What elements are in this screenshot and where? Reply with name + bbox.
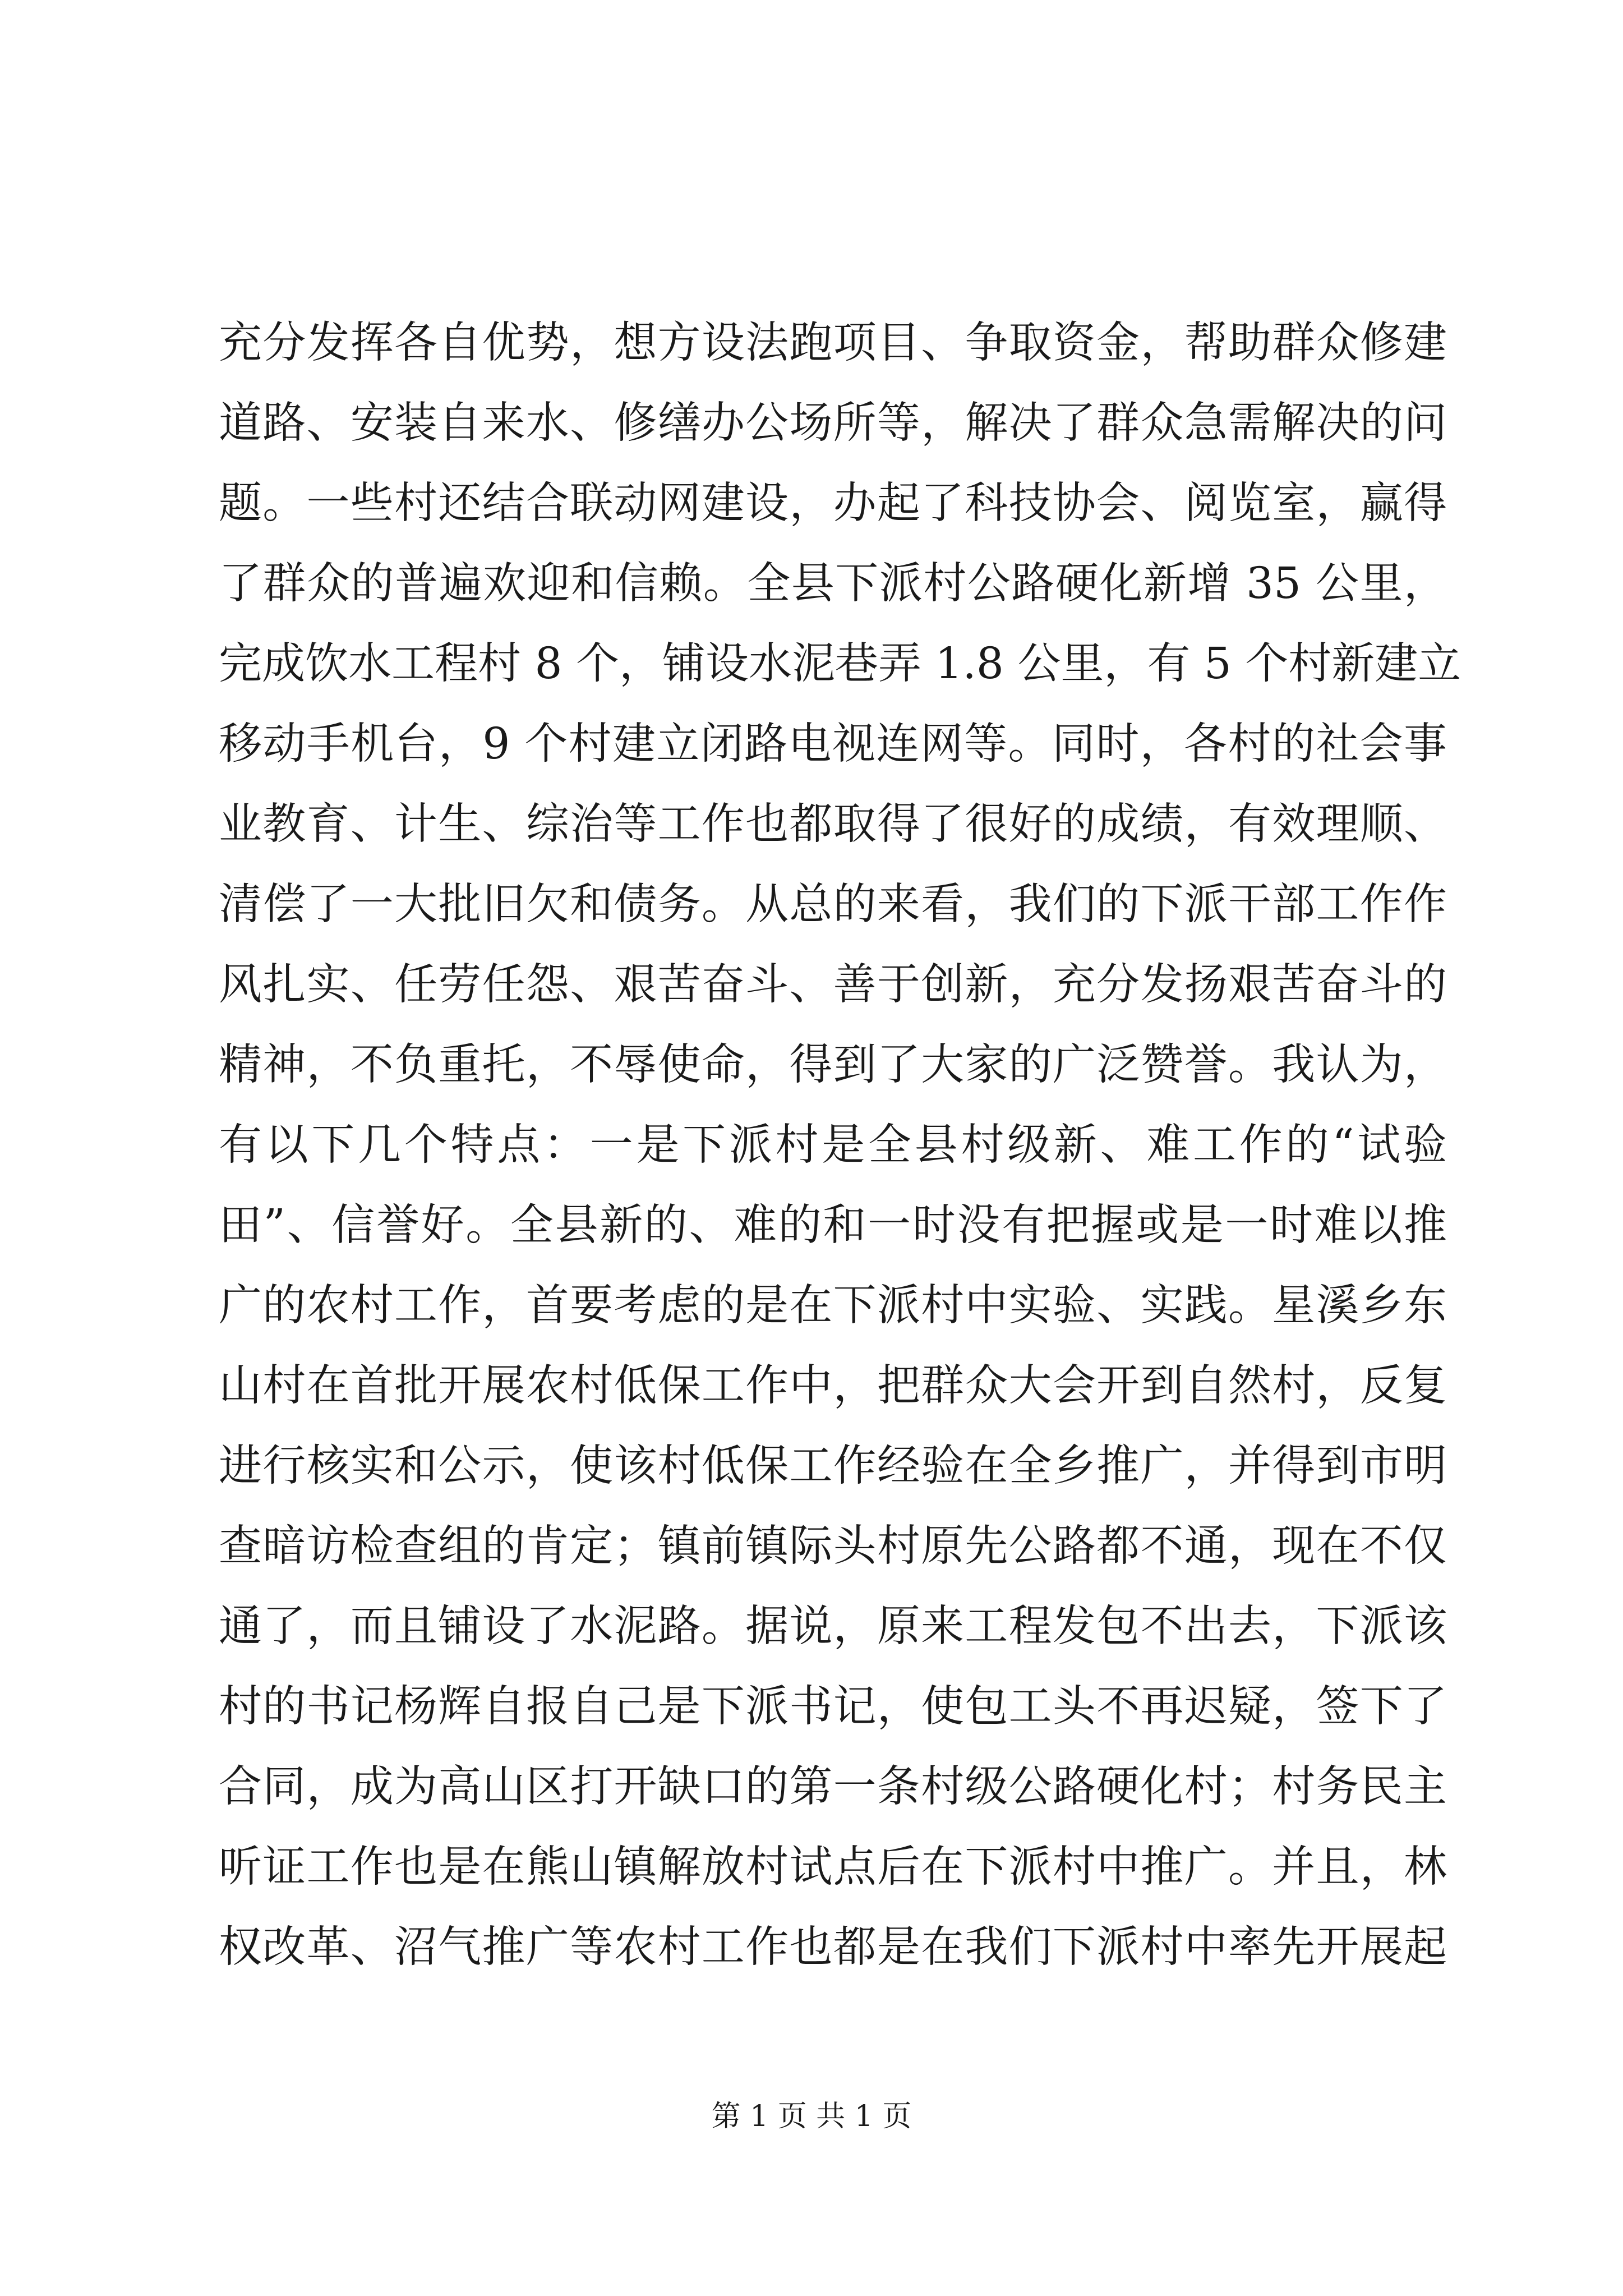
text-line: 道路、安装自来水、修缮办公场所等，解决了群众急需解决的问 xyxy=(219,398,1447,448)
text-line: 合同，成为高山区打开缺口的第一条村级公路硬化村；村务民主 xyxy=(219,1762,1447,1812)
text-line: 进行核实和公示，使该村低保工作经验在全乡推广，并得到市明 xyxy=(219,1441,1447,1491)
page-footer xyxy=(0,2097,1623,2136)
text-line: 有以下几个特点：一是下派村是全县村级新、难工作的“试验 xyxy=(219,1120,1447,1170)
text-line: 查暗访检查组的肯定；镇前镇际头村原先公路都不通，现在不仅 xyxy=(219,1521,1447,1571)
text-line: 通了，而且铺设了水泥路。据说，原来工程发包不出去，下派该 xyxy=(219,1602,1447,1651)
text-line: 充分发挥各自优势，想方设法跑项目、争取资金，帮助群众修建 xyxy=(219,318,1447,368)
text-line: 清偿了一大批旧欠和债务。从总的来看，我们的下派干部工作作 xyxy=(219,880,1447,930)
text-line: 风扎实、任劳任怨、艰苦奋斗、善于创新，充分发扬艰苦奋斗的 xyxy=(219,960,1447,1010)
text-line: 完成饮水工程村 8 个，铺设水泥巷弄 1.8 公里，有 5 个村新建立 xyxy=(219,639,1461,689)
text-line: 了群众的普遍欢迎和信赖。全县下派村公路硬化新增 35 公里， xyxy=(219,559,1447,609)
text-line: 山村在首批开展农村低保工作中，把群众大会开到自然村，反复 xyxy=(219,1361,1447,1411)
text-line: 移动手机台，9 个村建立闭路电视连网等。同时，各村的社会事 xyxy=(219,719,1447,769)
text-line: 听证工作也是在熊山镇解放村试点后在下派村中推广。并且，林 xyxy=(219,1842,1447,1892)
body-paragraph xyxy=(219,303,1461,1987)
text-line: 业教育、计生、综治等工作也都取得了很好的成绩，有效理顺、 xyxy=(219,799,1447,849)
text-line: 广的农村工作，首要考虑的是在下派村中实验、实践。星溪乡东 xyxy=(219,1281,1447,1331)
page-number-label: 第 1 页 共 1 页 xyxy=(711,2100,912,2133)
text-line: 田”、信誉好。全县新的、难的和一时没有把握或是一时难以推 xyxy=(219,1200,1447,1250)
text-line: 权改革、沼气推广等农村工作也都是在我们下派村中率先开展起 xyxy=(219,1922,1447,1972)
text-line: 题。一些村还结合联动网建设，办起了科技协会、阅览室，赢得 xyxy=(219,478,1447,528)
text-line: 精神，不负重托，不辱使命，得到了大家的广泛赞誉。我认为， xyxy=(219,1040,1447,1090)
text-line: 村的书记杨辉自报自己是下派书记，使包工头不再迟疑，签下了 xyxy=(219,1682,1447,1732)
